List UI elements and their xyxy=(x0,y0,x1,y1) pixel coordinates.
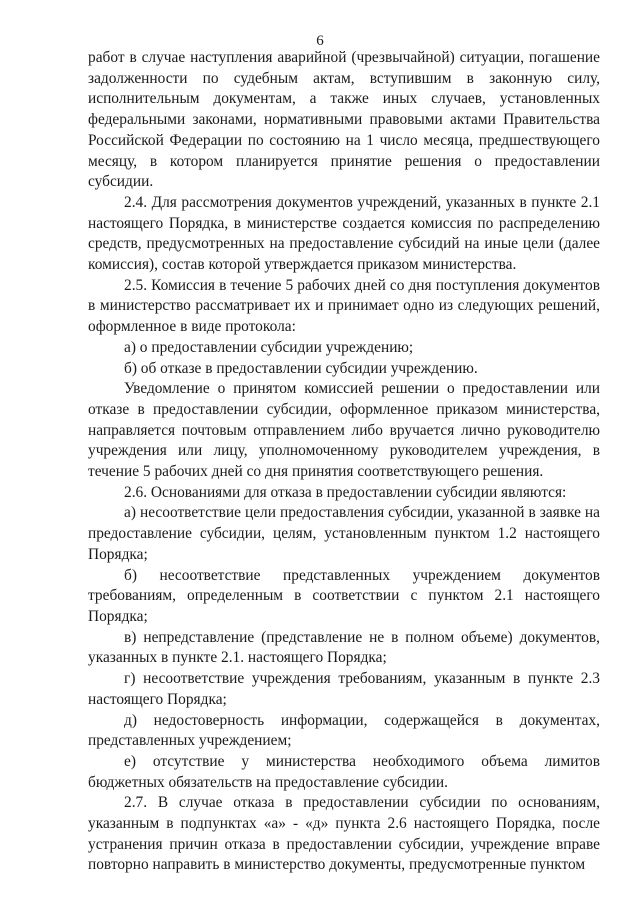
paragraph-2-6: 2.6. Основаниями для отказа в предоставлении субсидии являются: xyxy=(124,483,567,501)
document-body xyxy=(88,48,600,876)
paragraph-2-6-d: д) недостоверность информации, содержащейся в документах, представленных учреждением; xyxy=(88,711,600,750)
paragraph-2-4: 2.4. Для рассмотрения документов учреждений, указанных в пункте 2.1 настоящего Порядка, в министерстве создается комиссия по распределению средств, предусмотренных на предоставление субсидий на иные цели (далее комиссия), состав которой утверждается приказом министерства. xyxy=(88,193,600,274)
paragraph-2-6-g: г) несоответствие учреждения требованиям, указанным в пункте 2.3 настоящего Порядка; xyxy=(88,670,600,708)
paragraph-2-5: 2.5. Комиссия в течение 5 рабочих дней со дня поступления документов в министерство рассматривает их и принимает одно из следующих решений, оформленное в виде протокола: xyxy=(88,276,600,336)
paragraph-2-6-e: е) отсутствие у министерства необходимого объема лимитов бюджетных обязательств на предоставление субсидии. xyxy=(88,752,600,791)
page-number: 6 xyxy=(316,33,324,49)
paragraph-2-7: 2.7. В случае отказа в предоставлении субсидии по основаниям, указанным в подпунктах «а» - «д» пункта 2.6 настоящего Порядка, после устранения причин отказа в предоставлении субсидии, учреждение вправе повторно направить в министерство документы, предусмотренные пунктом xyxy=(88,794,600,874)
paragraph-2-6-b: б) несоответствие представленных учреждением документов требованиям, определенным в соответствии с пунктом 2.1 настоящего Порядка; xyxy=(88,566,600,625)
paragraph-2-6-a: а) несоответствие цели предоставления субсидии, указанной в заявке на предоставление субсидии, целям, установленным пунктом 1.2 настоящего Порядка; xyxy=(88,504,600,563)
paragraph-2-6-v: в) непредставление (представление не в полном объеме) документов, указанных в пункте 2.1. настоящего Порядка; xyxy=(88,628,600,667)
paragraph-notification: Уведомление о принятом комиссией решении о предоставлении или отказе в предоставлении субсидии, оформленное приказом министерства, направляется почтовым отправлением либо вручается лично руководителю учреждения или лицу, уполномоченному руководителем учреждения, в течение 5 рабочих дней со дня принятия соответствующего решения. xyxy=(88,380,600,481)
paragraph-continuation: работ в случае наступления аварийной (чрезвычайной) ситуации, погашение задолженности по судебным актам, вступившим в законную силу, исполнительным документам, а также иных случаев, установленных федеральными законами, нормативными правовыми актами Правительства Российской Федерации по состоянию на 1 число месяца, предшествующего месяцу, в котором планируется принятие решения о предоставлении субсидии. xyxy=(88,49,600,191)
paragraph-2-5-b: б) об отказе в предоставлении субсидии учреждению. xyxy=(124,359,478,377)
paragraph-2-5-a: а) о предоставлении субсидии учреждению; xyxy=(124,338,414,356)
